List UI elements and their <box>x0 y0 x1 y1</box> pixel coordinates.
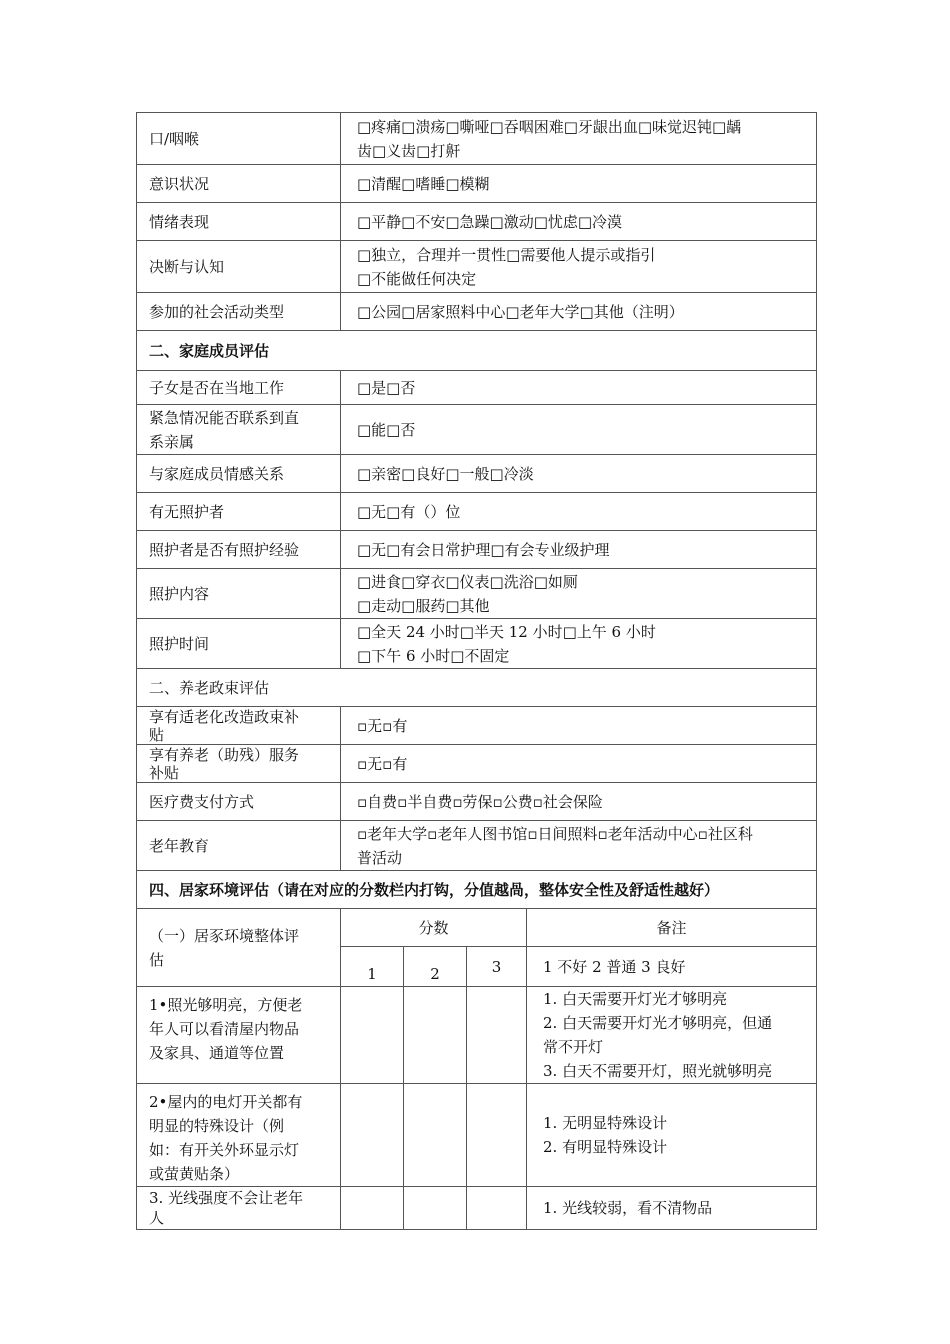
section-title: 四、居家环境评估（请在对应的分数栏内打钩，分值越咼，整体安全性及舒适性越好） <box>137 871 817 909</box>
score-cell-3[interactable] <box>467 1084 527 1187</box>
score-header: 分数 <box>341 909 527 947</box>
row-label: 照护内容 <box>137 569 341 619</box>
row-label: 意识状况 <box>137 165 341 203</box>
row-elderly-service-subsidy <box>137 745 817 783</box>
row-caregiver <box>137 493 817 531</box>
row-label: 享有适老化改造政束补 贴 <box>137 707 341 745</box>
env-row-light-intensity <box>137 1187 817 1230</box>
score-cell-3[interactable] <box>467 987 527 1084</box>
score-scale-note: 1 不好 2 普通 3 良好 <box>527 947 817 987</box>
row-label: 老年教育 <box>137 821 341 871</box>
row-label: 医疗费支付方式 <box>137 783 341 821</box>
env-item: 3. 光线强度不会让老年 人 <box>137 1187 341 1230</box>
row-social-activity <box>137 293 817 331</box>
score-cell-1[interactable] <box>341 1187 404 1230</box>
row-options[interactable]: □无□有会日常护理□有会专业级护理 <box>341 531 817 569</box>
score-2-header: 2 <box>404 947 467 987</box>
score-cell-2[interactable] <box>404 1084 467 1187</box>
score-cell-3[interactable] <box>467 1187 527 1230</box>
row-care-time <box>137 619 817 669</box>
section-title: 二、家庭成员评估 <box>137 331 817 371</box>
row-options[interactable]: □公园□居家照料中心□老年大学□其他（注明） <box>341 293 817 331</box>
row-options[interactable]: □疼痛□溃疡□嘶哑□吞咽困难□牙龈出血□味觉迟钝□龋 齿□义齿□打鼾 <box>341 113 817 165</box>
row-judgement <box>137 241 817 293</box>
row-consciousness <box>137 165 817 203</box>
row-label: 与家庭成员情感关系 <box>137 455 341 493</box>
score-3-header: 3 <box>467 947 527 987</box>
row-options[interactable]: ▫无▫有 <box>341 707 817 745</box>
section-title: 二、养老政束评估 <box>137 669 817 707</box>
row-label: 照护者是否有照护经验 <box>137 531 341 569</box>
row-children-local <box>137 371 817 405</box>
row-options[interactable]: ▫无▫有 <box>341 745 817 783</box>
row-label: 紧急情况能否联系到直 系亲属 <box>137 405 341 455</box>
row-options[interactable]: □能□否 <box>341 405 817 455</box>
assessment-table <box>136 112 817 1230</box>
env-note: 1. 无明显特殊设计 2. 有明显特殊设计 <box>527 1084 817 1187</box>
section-header-environment <box>137 871 817 909</box>
row-options[interactable]: □亲密□良好□一般□冷淡 <box>341 455 817 493</box>
score-cell-2[interactable] <box>404 987 467 1084</box>
env-row-lighting <box>137 987 817 1084</box>
row-options[interactable]: □清醒□嗜睡□模糊 <box>341 165 817 203</box>
env-note: 1. 光线较弱，看不清物品 <box>527 1187 817 1230</box>
row-medical-payment <box>137 783 817 821</box>
env-note: 1. 白天需要开灯光才够明亮 2. 白天需要开灯光才够明亮，但通 常不开灯 3. 白天不需要开灯，照光就够明亮 <box>527 987 817 1084</box>
env-item: 2•屋内的电灯开关都有 明显的特殊设计（例 如：有开关外环显示灯 或萤黄贴条） <box>137 1084 341 1187</box>
note-header: 备注 <box>527 909 817 947</box>
row-label: 参加的社会活动类型 <box>137 293 341 331</box>
row-aging-renovation-subsidy <box>137 707 817 745</box>
row-label: 享有养老（助残）服务 补贴 <box>137 745 341 783</box>
row-elderly-education <box>137 821 817 871</box>
row-options[interactable]: □进食□穿衣□仪表□洗浴□如厕 □走动□服药□其他 <box>341 569 817 619</box>
env-row-switch <box>137 1084 817 1187</box>
row-care-content <box>137 569 817 619</box>
row-options[interactable]: □独立，合理并一贯性□需要他人提示或指引 □不能做任何决定 <box>341 241 817 293</box>
env-header-row <box>137 909 817 947</box>
row-emergency-contact <box>137 405 817 455</box>
row-options[interactable]: □平静□不安□急躁□激动□忧虑□冷漠 <box>341 203 817 241</box>
row-label: 口/咽喉 <box>137 113 341 165</box>
env-item-header: （一）居豕环境整体评 估 <box>137 909 341 987</box>
row-family-relation <box>137 455 817 493</box>
row-mouth-throat <box>137 113 817 165</box>
row-options[interactable]: □是□否 <box>341 371 817 405</box>
row-options[interactable]: □无□有（）位 <box>341 493 817 531</box>
row-options[interactable]: □全天 24 小时□半天 12 小时□上午 6 小时 □下午 6 小时□不固定 <box>341 619 817 669</box>
row-options[interactable]: ▫自费▫半自费▫劳保▫公费▫社会保险 <box>341 783 817 821</box>
row-options[interactable]: ▫老年大学▫老年人图书馆▫日间照料▫老年活动中心▫社区科 普活动 <box>341 821 817 871</box>
row-label: 有无照护者 <box>137 493 341 531</box>
env-item: 1•照光够明亮，方便老 年人可以看清屋内物品 及家具、通道等位置 <box>137 987 341 1084</box>
score-1-header: 1 <box>341 947 404 987</box>
row-caregiver-experience <box>137 531 817 569</box>
row-label: 子女是否在当地工作 <box>137 371 341 405</box>
row-emotion <box>137 203 817 241</box>
score-cell-2[interactable] <box>404 1187 467 1230</box>
section-header-policy <box>137 669 817 707</box>
score-cell-1[interactable] <box>341 987 404 1084</box>
row-label: 决断与认知 <box>137 241 341 293</box>
section-header-family <box>137 331 817 371</box>
row-label: 情绪表现 <box>137 203 341 241</box>
row-label: 照护时间 <box>137 619 341 669</box>
score-cell-1[interactable] <box>341 1084 404 1187</box>
